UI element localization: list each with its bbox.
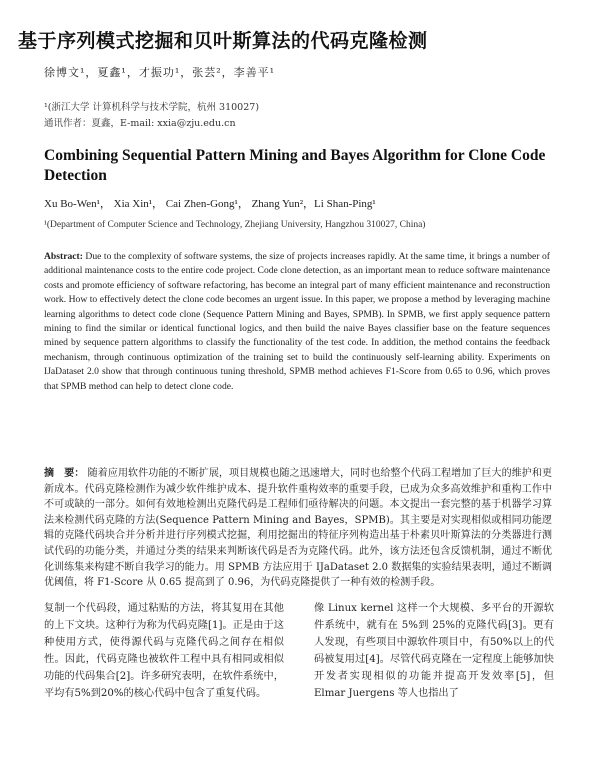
- en-title: Combining Sequential Pattern Mining and Bayes Algorithm for Clone Code Detection: [44, 147, 546, 184]
- cn-affiliation: ¹(浙江大学 计算机科学与技术学院，杭州 310027): [44, 102, 260, 113]
- cn-authors: 徐博文¹，夏鑫¹，才振功¹，张芸²，李善平¹: [44, 66, 276, 79]
- cn-abstract: [44, 466, 552, 591]
- cn-abstract-label: 摘 要：: [44, 468, 85, 479]
- cn-title: 基于序列模式挖掘和贝叶斯算法的代码克隆检测: [18, 30, 428, 52]
- body-column-right: 像 Linux kernel 这样一个大规模、多平台的开源软件系统中，就有在 5%到 25%的克隆代码[3]。更有人发现，有些项目中源软件项目中，有50%以上的代码被复用过[4]。尽管代码克隆在一定程度上能够加快开发者实现相似的功能并提高开发效率[5]，但 Elmar Juergens 等人也指出了: [314, 603, 554, 699]
- en-affiliation: ¹(Department of Computer Science and Technology, Zhejiang University, Hangzhou 310027, China): [44, 220, 426, 230]
- en-authors: Xu Bo-Wen¹， Xia Xin¹， Cai Zhen-Gong¹， Zhang Yun²，Li Shan-Ping¹: [44, 198, 376, 210]
- en-abstract: [44, 250, 550, 394]
- cn-contact: 通讯作者：夏鑫，E-mail: xxia@zju.edu.cn: [44, 118, 236, 129]
- body-column-left: 复制一个代码段，通过粘贴的方法，将其复用在其他的上下文块。这种行为称为代码克隆[1]。正是由于这种使用方式，使得源代码与克隆代码之间存在相似性。因此，代码克隆也被软件工程中具有相同或相似功能的代码集合[2]。许多研究表明，在软件系统中，平均有5%到20%的核心代码中包含了重复代码。: [44, 603, 284, 699]
- cn-abstract-text: 随着应用软件功能的不断扩展，项目规模也随之迅速增大，同时也给整个代码工程增加了巨大的维护和更新成本。代码克隆检测作为减少软件维护成本、提升软件重构效率的重要手段，已成为众多高效维护和重构工作中不可或缺的一部分。如何有效地检测出克隆代码是工程师们亟待解决的问题。本文提出一套完整的基于机器学习算法来检测代码克隆的方法(Sequence Pattern Mining and Bayes，SPMB)。其主要是对实现相似或相同功能逻辑的克隆代码块合并分析并进行序列模式挖掘，利用挖掘出的特征序列构造出基于朴素贝叶斯算法的分类器进行测试代码的功能分类，并通过分类的结果来判断该代码是否为克隆代码。此外，该方法还包含反馈机制，通过不断优化训练集来构建不断自我学习的能力。用 SPMB 方法应用于 IJaDataset 2.0 数据集的实验结果表明，通过不断调优阈值，将 F1-Score 从 0.65 提高到了 0.96，为代码克隆提供了一种有效的检测手段。: [44, 468, 553, 589]
- en-abstract-text: Due to the complexity of software systems, the size of projects increases rapidly. At the same time, it brings a number of additional maintenance costs to the entire code project. Code clone detection, as an important mean to reduce software maintenance costs and promote efficiency of software refactoring, has become an integral part of many efficient maintenance and reconstruction work. How to effectively detect the clone code becomes an urgent issue. In this paper, we propose a method by leveraging machine learning algorithms to detect code clone (Sequence Pattern Mining and Bayes, SPMB). In SPMB, we first apply sequence pattern mining to find the similar or identical functional logics, and then build the naive Bayes classifier base on the feature sequences mined by sequence pattern algorithms to classify the functionality of the test code. In addition, the method contains the feedback mechanism, through continuous optimization of the training set to build the continuously self-learning ability. Experiments on IJaDataset 2.0 show that through continuous tuning threshold, SPMB method achieves F1-Score from 0.65 to 0.96, which proves that SPMB method can help to detect clone code.: [44, 251, 551, 392]
- en-abstract-label: Abstract:: [44, 251, 83, 262]
